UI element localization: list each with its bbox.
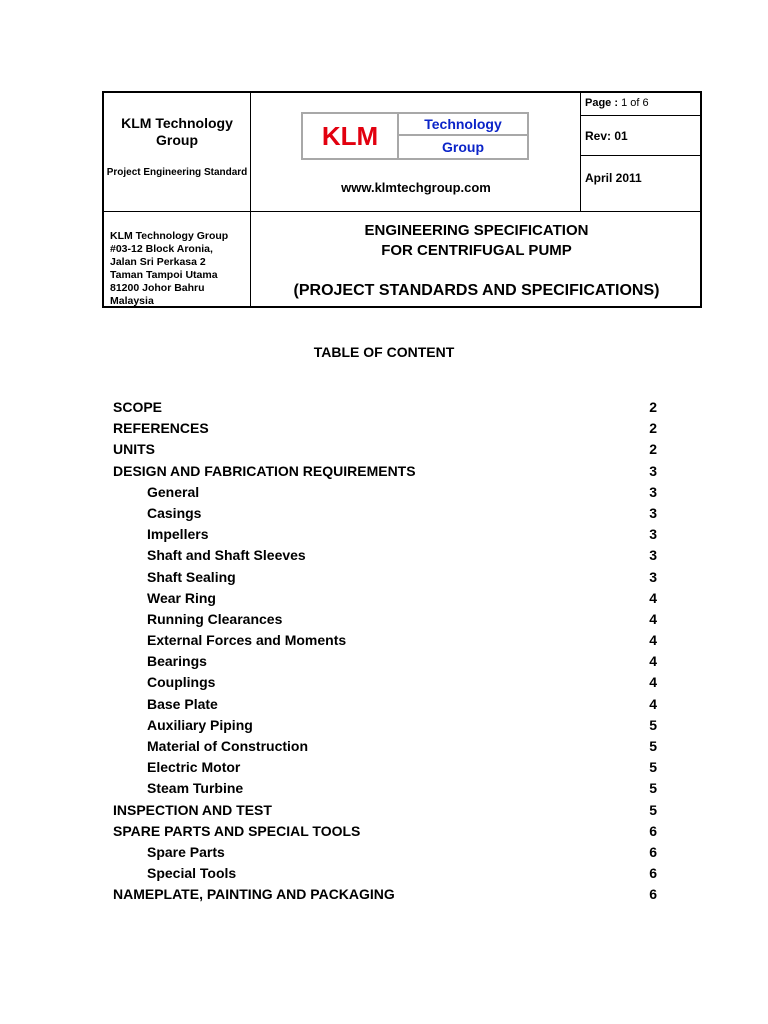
toc-entry-label: Shaft and Shaft Sleeves — [147, 547, 306, 564]
toc-entry[interactable] — [113, 821, 657, 842]
toc-entry[interactable] — [113, 397, 657, 418]
toc-entry[interactable] — [113, 863, 657, 884]
address-line: Taman Tampoi Utama — [110, 269, 218, 281]
toc-entry[interactable] — [113, 418, 657, 439]
toc-entry[interactable] — [113, 694, 657, 715]
title-line: FOR CENTRIFUGAL PUMP — [381, 242, 572, 259]
toc-entry-page: 4 — [649, 674, 657, 691]
toc-entry[interactable] — [113, 672, 657, 693]
toc-entry-label: REFERENCES — [113, 420, 209, 437]
document-subtitle: (PROJECT STANDARDS AND SPECIFICATIONS) — [293, 282, 660, 299]
page-label: Page : — [585, 97, 619, 109]
page-indicator — [585, 97, 649, 109]
toc-entry-page: 4 — [649, 589, 657, 606]
toc-entry-page: 3 — [649, 547, 657, 564]
company-name: KLM Technology Group — [121, 115, 233, 148]
toc-entry[interactable] — [113, 630, 657, 651]
toc-entry-page: 3 — [649, 483, 657, 500]
page-value: 1 of 6 — [621, 97, 649, 109]
toc-entry-label: Impellers — [147, 526, 209, 543]
toc-entry-label: Shaft Sealing — [147, 568, 236, 585]
toc-entry[interactable] — [113, 736, 657, 757]
toc-heading: TABLE OF CONTENT — [313, 344, 455, 360]
toc-entry[interactable] — [113, 588, 657, 609]
toc-entry-page: 6 — [649, 822, 657, 839]
toc-entry-label: Material of Construction — [147, 738, 309, 754]
toc-entry-label: NAMEPLATE, PAINTING AND PACKAGING — [113, 886, 395, 903]
toc-entry[interactable] — [113, 545, 657, 566]
toc-entry-label: Running Clearances — [147, 610, 283, 627]
toc-entry[interactable] — [113, 715, 657, 736]
toc-entry-label: SPARE PARTS AND SPECIAL TOOLS — [113, 822, 361, 839]
toc-entry[interactable] — [113, 609, 657, 630]
toc-entry-page: 2 — [649, 441, 657, 458]
company-address — [110, 230, 228, 308]
company-logo — [301, 112, 529, 160]
toc-entry-label: Wear Ring — [147, 589, 216, 606]
toc-entry[interactable] — [113, 567, 657, 588]
toc-entry-page: 5 — [649, 780, 657, 797]
toc-entry-page: 5 — [649, 738, 657, 754]
divider — [580, 155, 700, 156]
toc-entry-label: INSPECTION AND TEST — [113, 801, 272, 818]
toc-entry-label: Casings — [147, 504, 202, 521]
toc-entry-page: 4 — [649, 653, 657, 670]
toc-entry[interactable] — [113, 439, 657, 460]
toc-entry-page: 6 — [649, 865, 657, 882]
toc-entry-label: Base Plate — [147, 695, 218, 712]
header-table — [102, 91, 702, 308]
toc-entry[interactable] — [113, 524, 657, 545]
toc-entry-label: Spare Parts — [147, 843, 225, 860]
toc-entry-label: SCOPE — [113, 399, 163, 415]
toc-entry-page: 2 — [649, 420, 657, 437]
toc-entry-label: Electric Motor — [147, 759, 241, 776]
toc-entry-label: Special Tools — [147, 865, 237, 882]
toc-entry[interactable] — [113, 503, 657, 524]
toc-entry-page: 3 — [649, 526, 657, 543]
toc-entry-page: 6 — [649, 843, 657, 860]
divider — [580, 115, 700, 116]
toc-entry-page: 3 — [649, 504, 657, 521]
website-link[interactable]: www.klmtechgroup.com — [341, 180, 491, 195]
logo-technology-text: Technology — [399, 114, 527, 136]
toc-entry-label: Auxiliary Piping — [147, 716, 253, 733]
address-line: KLM Technology Group — [110, 230, 229, 242]
toc-entry-label: UNITS — [113, 441, 155, 458]
address-line: #03-12 Block Aronia, — [110, 243, 213, 255]
toc-entry[interactable] — [113, 800, 657, 821]
toc-list — [113, 397, 657, 906]
toc-entry-label: Bearings — [147, 653, 207, 670]
divider — [250, 93, 251, 306]
issue-date: April 2011 — [585, 171, 642, 185]
toc-entry-label: DESIGN AND FABRICATION REQUIREMENTS — [113, 462, 416, 479]
toc-entry-page: 3 — [649, 568, 657, 585]
toc-entry-page: 4 — [649, 610, 657, 627]
revision: Rev: 01 — [585, 129, 628, 143]
logo-group-text: Group — [442, 139, 484, 155]
divider — [104, 211, 700, 212]
toc-entry-page: 5 — [649, 759, 657, 776]
address-line: 81200 Johor Bahru — [110, 282, 205, 294]
toc-entry-page: 5 — [649, 716, 657, 733]
toc-entry[interactable] — [113, 651, 657, 672]
standard-label: Project Engineering Standard — [106, 167, 248, 178]
title-line: ENGINEERING SPECIFICATION — [364, 222, 589, 239]
toc-entry-page: 4 — [649, 632, 657, 649]
toc-entry[interactable] — [113, 757, 657, 778]
toc-entry-label: Steam Turbine — [147, 780, 244, 797]
toc-entry-page: 3 — [649, 462, 657, 479]
address-line: Malaysia — [110, 295, 154, 307]
toc-entry-page: 4 — [649, 695, 657, 712]
toc-entry-page: 2 — [649, 399, 657, 415]
toc-entry[interactable] — [113, 482, 657, 503]
address-line: Jalan Sri Perkasa 2 — [110, 256, 206, 268]
document-title — [251, 221, 702, 261]
toc-entry[interactable] — [113, 884, 657, 905]
toc-entry[interactable] — [113, 461, 657, 482]
toc-entry-label: External Forces and Moments — [147, 632, 347, 649]
toc-entry-page: 5 — [649, 801, 657, 818]
logo-klm-text: KLM — [303, 114, 399, 158]
toc-entry-label: General — [147, 483, 200, 500]
toc-entry[interactable] — [113, 842, 657, 863]
toc-entry-page: 6 — [649, 886, 657, 903]
toc-entry[interactable] — [113, 778, 657, 799]
toc-entry-label: Couplings — [147, 674, 216, 691]
